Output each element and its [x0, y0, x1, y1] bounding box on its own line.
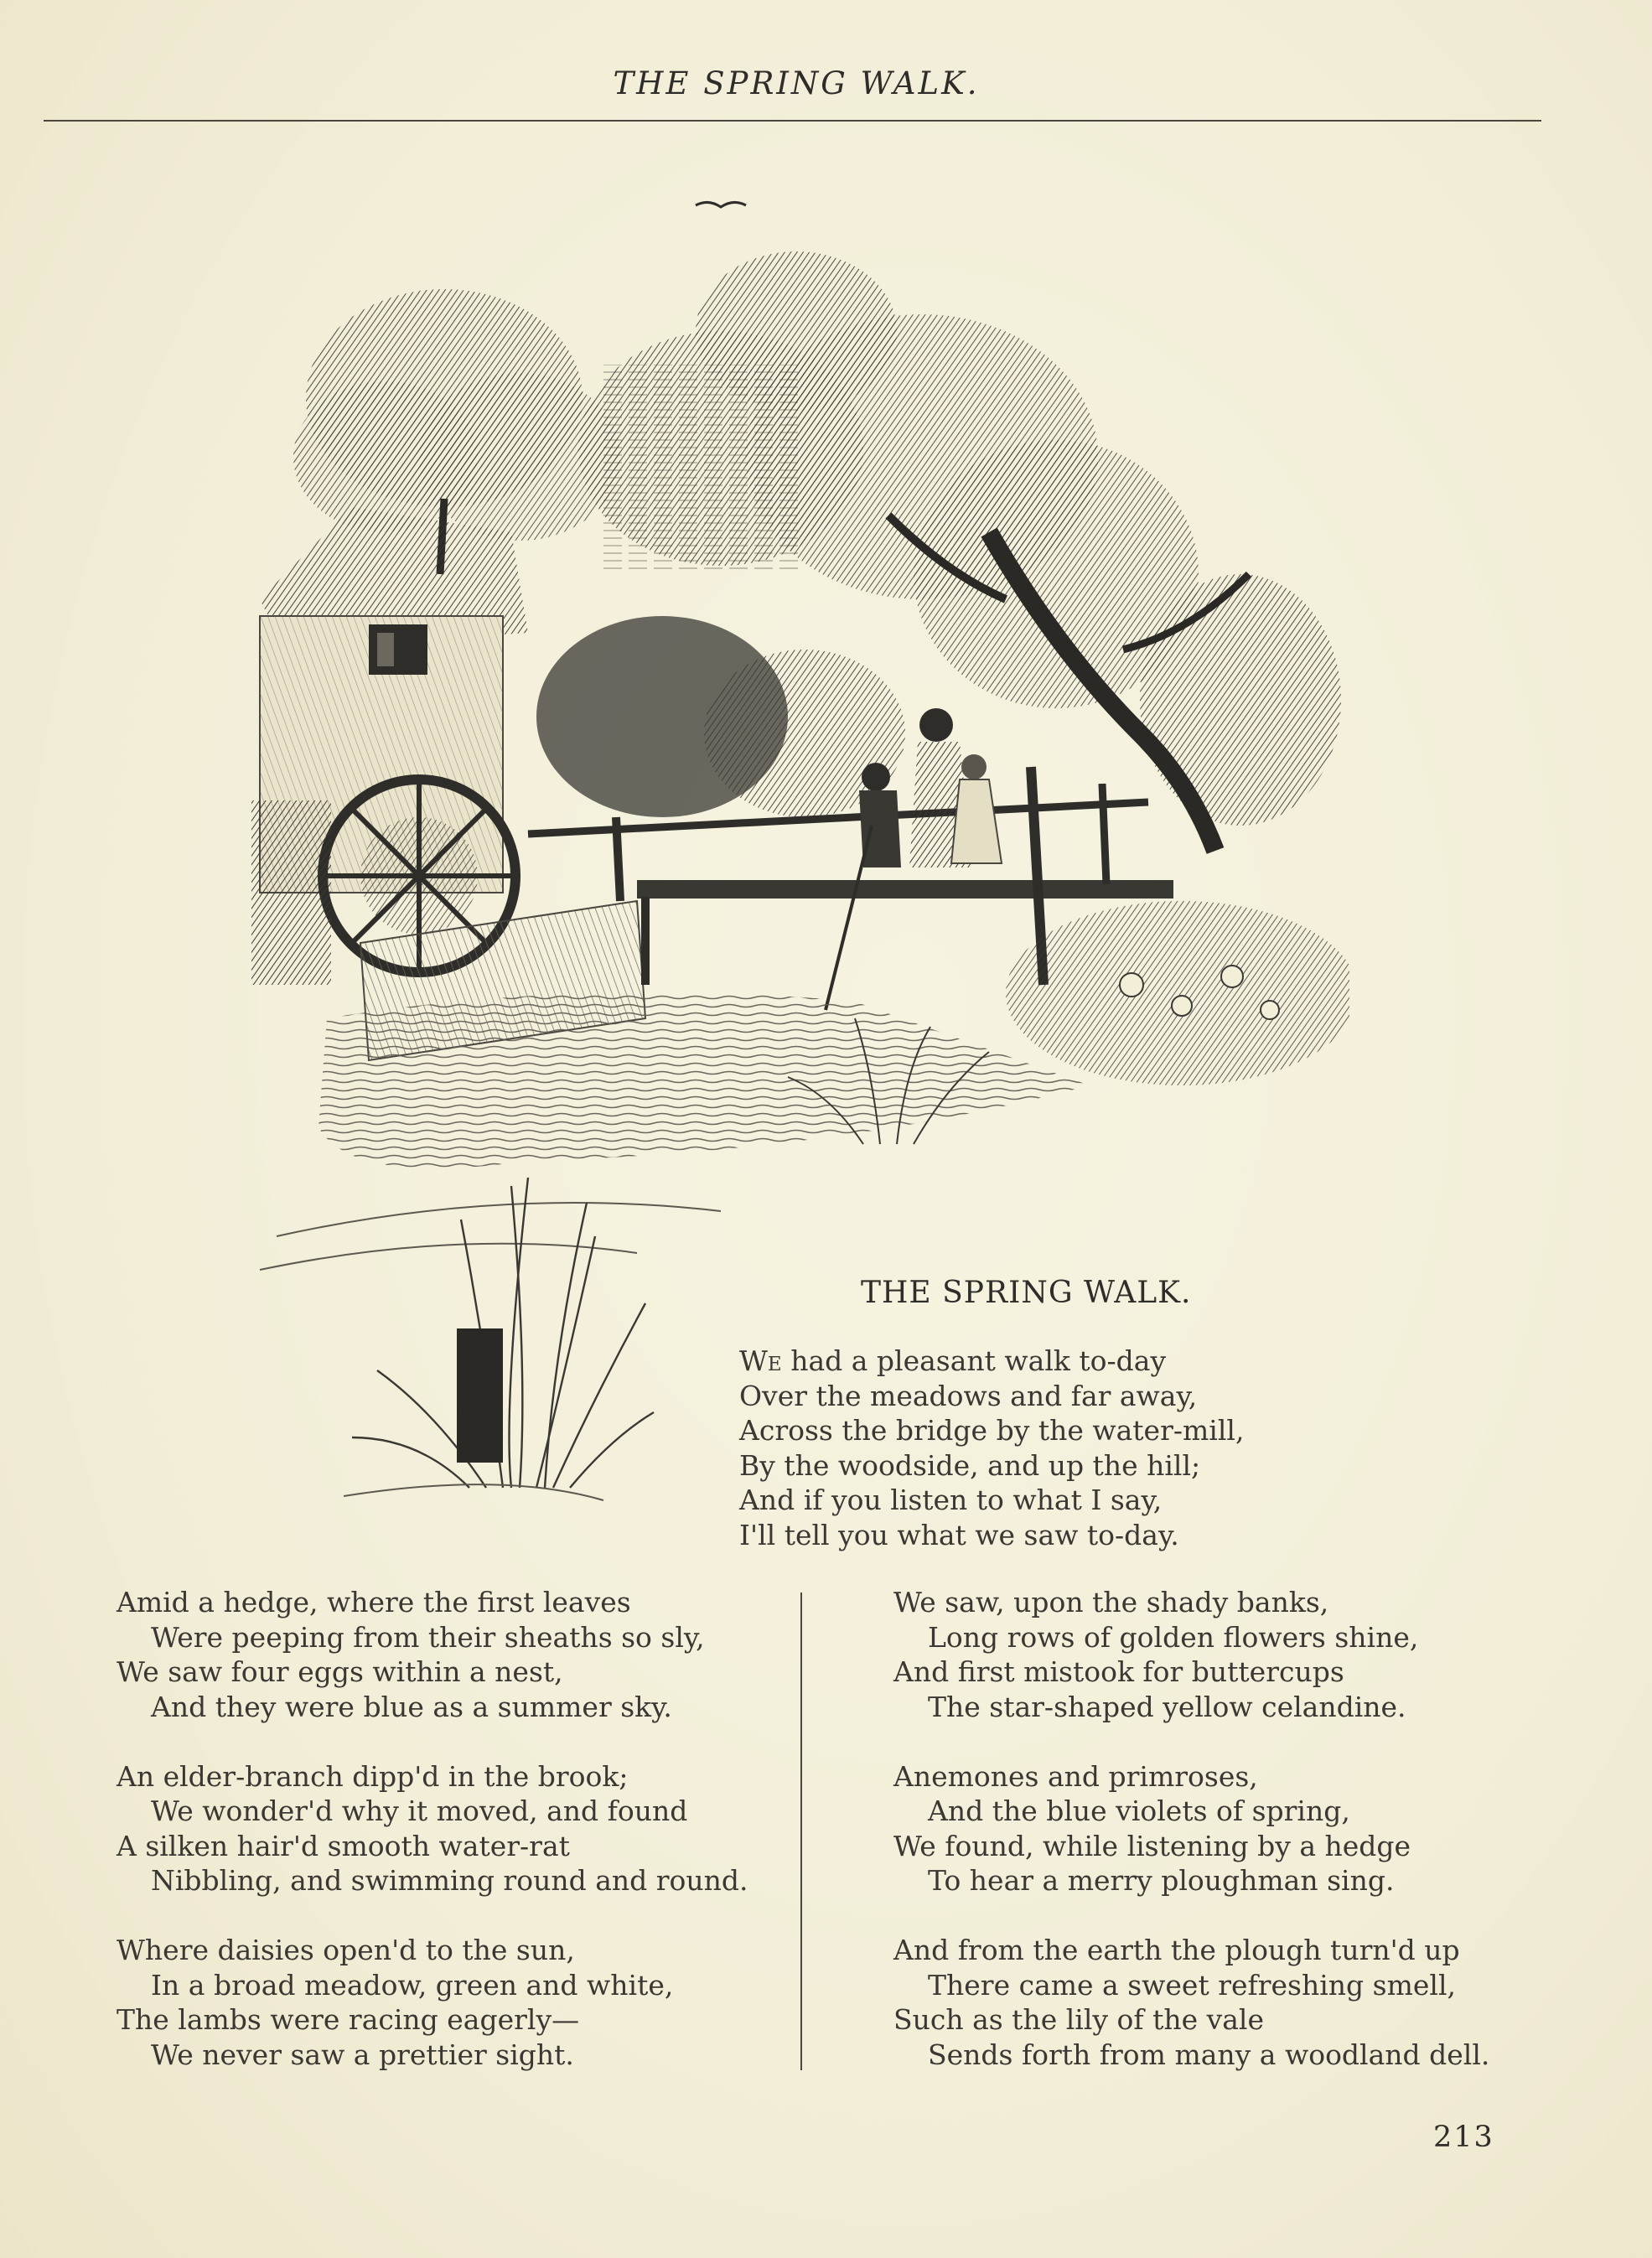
verse-line: And from the earth the plough turn'd up	[893, 1934, 1460, 1966]
stanza	[893, 1759, 1489, 1898]
intro-line: And if you listen to what I say,	[739, 1484, 1163, 1516]
verse-line: In a broad meadow, green and white,	[151, 1968, 674, 2002]
stanza	[117, 1759, 748, 1898]
engraving-illustration	[251, 180, 1349, 1530]
brook-water	[318, 992, 1090, 1168]
verse-line: And the blue violets of spring,	[928, 1794, 1350, 1827]
verse-line: Amid a hedge, where the first leaves	[117, 1586, 631, 1618]
verse-line: There came a sweet refreshing smell,	[928, 1968, 1456, 2002]
verse-line: An elder-branch dipp'd in the brook;	[117, 1759, 629, 1793]
verse-line: Where daisies open'd to the sun,	[117, 1934, 575, 1966]
verse-line: Sends forth from many a woodland dell.	[928, 2038, 1490, 2071]
wooden-post	[457, 1328, 503, 1463]
stanza	[117, 1585, 748, 1724]
intro-line: Over the meadows and far away,	[739, 1379, 1198, 1412]
drop-word: We	[739, 1344, 782, 1377]
verse-line: And first mistook for buttercups	[893, 1655, 1344, 1688]
verse-line: Such as the lily of the vale	[893, 2003, 1265, 2036]
verse-line: Were peeping from their sheaths so sly,	[151, 1620, 705, 1654]
verse-line: We saw, upon the shady banks,	[893, 1586, 1329, 1618]
stanza	[893, 1933, 1489, 2072]
verse-line: Nibbling, and swimming round and round.	[151, 1864, 748, 1897]
verse-line: And they were blue as a summer sky.	[151, 1690, 672, 1723]
intro-line: I'll tell you what we saw to-day.	[739, 1518, 1179, 1551]
intro-line: Across the bridge by the water-mill,	[739, 1414, 1245, 1447]
running-head: THE SPRING WALK.	[613, 65, 980, 101]
verse-line: We never saw a prettier sight.	[151, 2038, 574, 2071]
right-column	[893, 1585, 1489, 2072]
bank-foliage	[1006, 901, 1349, 1085]
page-number: 213	[1433, 2121, 1494, 2154]
left-column	[117, 1585, 748, 2072]
bird	[696, 202, 746, 207]
intro-line: By the woodside, and up the hill;	[739, 1448, 1201, 1482]
intro-line: We had a pleasant walk to-day	[739, 1344, 1167, 1377]
verse-line: Anemones and primroses,	[893, 1759, 1258, 1793]
poem-title: THE SPRING WALK.	[861, 1276, 1192, 1310]
verse-line: A silken hair'd smooth water-rat	[117, 1829, 570, 1862]
verse-line: The lambs were racing eagerly—	[117, 2003, 580, 2036]
stanza	[117, 1933, 748, 2072]
intro-stanza	[739, 1344, 1244, 1552]
stanza	[893, 1585, 1489, 1724]
verse-line: The star-shaped yellow celandine.	[928, 1690, 1406, 1723]
verse-line: We wonder'd why it moved, and found	[151, 1794, 688, 1827]
verse-line: We saw four eggs within a nest,	[117, 1655, 563, 1688]
verse-line: To hear a merry ploughman sing.	[928, 1864, 1395, 1897]
verse-line: We found, while listening by a hedge	[893, 1829, 1411, 1862]
verse-line: Long rows of golden flowers shine,	[928, 1620, 1419, 1654]
column-divider	[800, 1593, 802, 2070]
header-rule	[44, 120, 1541, 122]
